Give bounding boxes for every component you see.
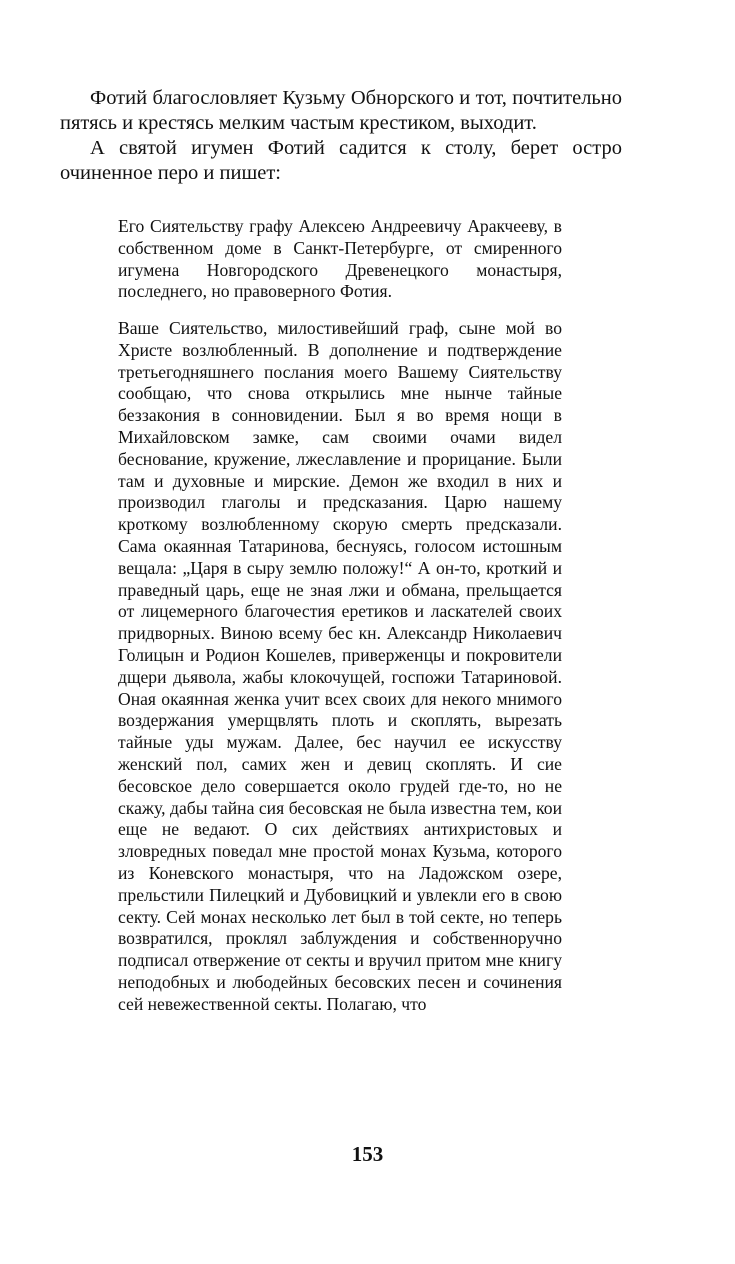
paragraph-2: А святой игумен Фотий садится к столу, берет остро очиненное перо и пишет:: [60, 137, 622, 184]
narrative-text: [60, 86, 622, 186]
letter-address: Его Сиятельству графу Алексею Андреевичу Аракчееву, в собственном доме в Санкт-Петербурге, от смиренного игумена Новгородского Древенецкого монастыря, последнего, но правоверного Фотия.: [118, 216, 562, 302]
letter-body: Ваше Сиятельство, милостивейший граф, сыне мой во Христе возлюбленный. В дополнение и подтверждение третьегодняшнего послания моего Вашему Сиятельству сообщаю, что снова открылись мне нынче тайные беззакония в сонновидении. Был я во время нощи в Михайловском замке, сам своими очами видел беснование, кружение, лжеславление и прорицание. Были там и духовные и мирские. Демон же входил в них и производил глаголы и предсказания. Царю нашему кроткому возлюбленному скорую смерть предсказали. Сама окаянная Татаринова, беснуясь, голосом истошным вещала: „Царя в сыру землю положу!“ А он-то, кроткий и праведный царь, еще не зная лжи и обмана, прельщается от лицемерного благочестия еретиков и ласкателей своих придворных. Виною всему бес кн. Александр Николаевич Голицын и Родион Кошелев, приверженцы и покровители дщери дьявола, жабы клокочущей, госпожи Татариновой. Оная окаянная женка учит всех своих для некого мнимого воздержания умерщвлять плоть и скоплять, вырезать тайные уды мужам. Далее, бес научил ее искусству женский пол, самих жен и девиц скоплять. И сие бесовское дело совершается около грудей где-то, но не скажу, дабы тайна сия бесовская не была известна тем, кои еще не ведают. О сих действиях антихристовых и зловредных поведал мне простой монах Кузьма, которого из Коневского монастыря, что на Ладожском озере, прельстили Пилецкий и Дубовицкий и увлекли его в свою секту. Сей монах несколько лет был в той секте, но теперь возвратился, проклял заблуждения и собственноручно подписал отвержение от секты и вручил притом мне книгу неподобных и любодейных бесовских песен и сочинения сей невежественной секты. Полагаю, что: [118, 318, 562, 1014]
page-number: 153: [351, 1142, 384, 1166]
paragraph-1: Фотий благословляет Кузьму Обнорского и тот, почтительно пятясь и крестясь мелким частым крестиком, выходит.: [60, 87, 622, 134]
